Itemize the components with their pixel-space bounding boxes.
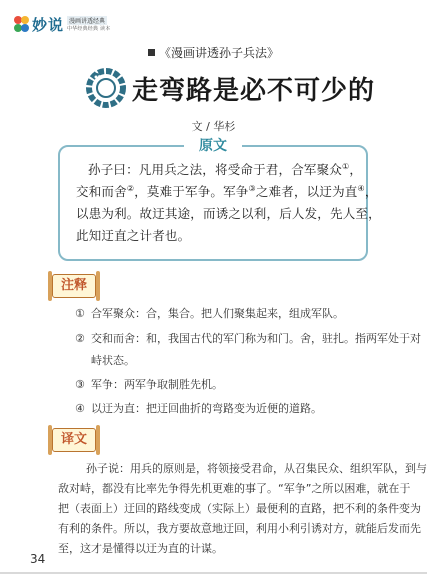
note-item: ③ 军争：两军争取制胜先机。 (75, 378, 223, 391)
logo-line1: 漫画讲透经典 (69, 18, 106, 25)
note-item-continuation: 峙状态。 (91, 354, 135, 367)
logo-dots-icon (14, 16, 34, 34)
translation-line: 孙子说：用兵的原则是，将领接受君命，从召集民众、组织军队，到与 (86, 462, 427, 475)
square-bullet-icon (148, 49, 155, 56)
author-line: 文 / 华杉 (191, 120, 236, 133)
note-item: ④ 以迂为直：把迂回曲折的弯路变为近便的道路。 (75, 402, 322, 415)
publisher-logo (14, 14, 120, 36)
logo-line2: 中华经典经典 读本 (67, 26, 111, 32)
translation-line: 把（表面上）迂回的路线变成（实际上）最便利的直路，把不利的条件变为 (58, 502, 421, 515)
translation-heading-tag: 译文 (52, 428, 96, 452)
note-item: ② 交和而舍：和，我国古代的军门称为和门。舍，驻扎。指两军处于对 (75, 332, 421, 345)
translation-line: 敌对峙，都没有比率先争得先机更难的事了。“军争”之所以困难，就在于 (58, 482, 411, 495)
original-text-line: 以患为利。故迂其途，而诱之以利，后人发，先人至， (76, 206, 381, 221)
original-text-line: 孙子曰：凡用兵之法，将受命于君，合军聚众①， (88, 161, 363, 177)
book-title (0, 44, 427, 61)
original-text-line: 此知迂直之计者也。 (76, 228, 191, 243)
dragon-emblem-icon (86, 68, 126, 108)
original-text-line: 交和而舍②，莫难于军争。军争③之难者，以迂为直④， (76, 183, 378, 199)
note-item: ① 合军聚众：合，集合。把人们聚集起来，组成军队。 (75, 307, 344, 320)
page-title: 走弯路是必不可少的 (132, 76, 376, 106)
book-title-text: 《漫画讲透孙子兵法》 (158, 46, 279, 60)
translation-line: 至，这才是懂得以迂为直的计谋。 (58, 542, 223, 555)
logo-brand: 妙说 (32, 16, 65, 34)
bottom-rule (0, 572, 427, 574)
page-number: 34 (30, 552, 46, 566)
original-text-heading: 原文 (184, 136, 242, 156)
notes-heading-tag: 注释 (52, 274, 96, 298)
translation-line: 有利的条件。所以，我方要故意地迂回，利用小利引诱对方，就能后发而先 (58, 522, 421, 535)
